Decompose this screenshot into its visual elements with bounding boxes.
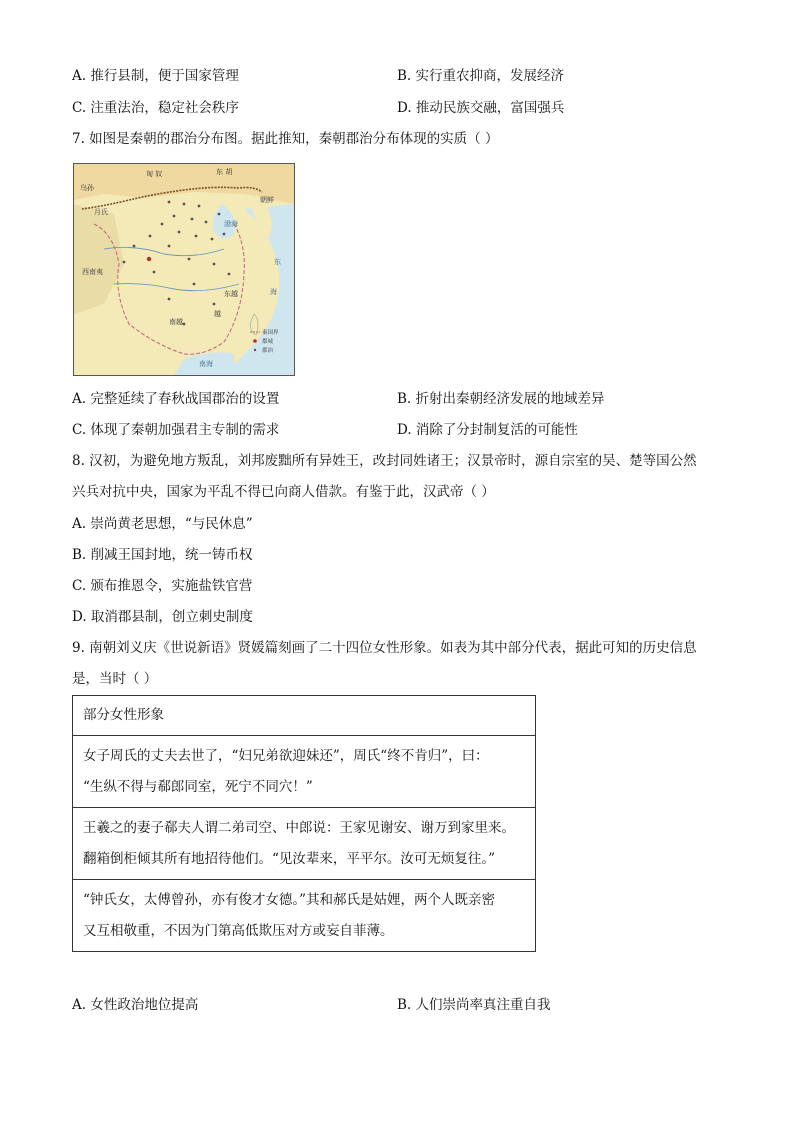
map-label-wusun: 乌孙 [80, 184, 94, 192]
q7-option-b: B. 折射出秦朝经济发展的地域差异 [397, 391, 605, 407]
legend-border: 秦国界 [262, 330, 279, 336]
q7-option-c: C. 体现了秦朝加强君主专制的需求 [72, 422, 280, 438]
q8-stem-line2: 兴兵对抗中央，国家为平乱不得已向商人借款。有鉴于此，汉武帝（ ） [72, 484, 495, 500]
q9-stem-line2: 是，当时（ ） [72, 671, 158, 687]
cell-line: “钟氏女，太傅曾孙，亦有俊才女德。”其和郝氏是姑娌，两个人既亲密 [83, 891, 496, 908]
map-label-nanhai: 南海 [199, 360, 213, 368]
table-row [73, 808, 536, 880]
table-row [73, 736, 536, 808]
q9-option-a: A. 女性政治地位提高 [72, 997, 199, 1013]
cell-line: 翻箱倒柜倾其所有地招待他们。“见汝辈来，平平尔。汝可无烦复往。” [83, 850, 496, 867]
q9-stem-line1: 9. 南朝刘义庆《世说新语》贤媛篇刻画了二十四位女性形象。如表为其中部分代表，据此可知的历史信息 [72, 640, 697, 656]
table-row [73, 880, 536, 952]
q6-option-c: C. 注重法治，稳定社会秩序 [72, 100, 239, 116]
map-label-minyue: 越 [214, 310, 221, 318]
legend-commandery: 郡治 [262, 348, 274, 354]
map-label-chaoxian: 朝鲜 [260, 196, 274, 204]
map-label-xinan: 西南夷 [82, 268, 103, 276]
map-label-donghu: 东 胡 [216, 168, 233, 176]
table-header-row [73, 696, 536, 736]
map-label-hai: 海 [270, 288, 277, 296]
cell-line: “生纵不得与郗郎同室，死宁不同穴！” [83, 778, 313, 795]
q8-option-c: C. 颁布推恩令，实施盐铁官营 [72, 578, 253, 594]
map-label-bohai: 渤海 [224, 220, 238, 228]
q6-option-b: B. 实行重农抑商，发展经济 [397, 68, 565, 84]
q9-option-b: B. 人们崇尚率真注重自我 [397, 997, 551, 1013]
map-graphic [74, 164, 294, 375]
map-label-yuezhi: 月氏 [94, 208, 108, 216]
q7-stem: 7. 如图是秦朝的郡治分布图。据此推知，秦朝郡治分布体现的实质（ ） [72, 131, 499, 147]
qin-commandery-map [73, 163, 295, 376]
female-images-table [72, 695, 536, 952]
cell-line: 又互相敬重，不因为门第高低欺压对方或妄自菲薄。 [83, 922, 394, 939]
map-label-dongyue: 东越 [224, 290, 238, 298]
q8-option-b: B. 削减王国封地，统一铸币权 [72, 547, 253, 563]
table-cell-xi [73, 808, 536, 880]
q6-option-a: A. 推行县制，便于国家管理 [72, 68, 239, 84]
table-cell-zhong [73, 880, 536, 952]
q8-option-d: D. 取消郡县制，创立刺史制度 [72, 609, 253, 625]
table-header-cell: 部分女性形象 [73, 696, 536, 736]
map-label-xiongnu: 匈 奴 [146, 170, 163, 178]
q7-option-a: A. 完整延续了春秋战国郡治的设置 [72, 391, 280, 407]
table-cell-zhou [73, 736, 536, 808]
map-label-nanyue: 南越 [169, 318, 183, 326]
cell-line: 王羲之的妻子郗夫人谓二弟司空、中郎说：王家见谢安、谢万到家里来。 [83, 819, 515, 836]
q6-option-d: D. 推动民族交融，富国强兵 [397, 100, 565, 116]
q8-option-a: A. 崇尚黄老思想，“与民休息” [72, 516, 253, 532]
legend-capital: 都城 [262, 339, 274, 345]
map-label-dong: 东 [274, 258, 281, 266]
cell-line: 女子周氏的丈夫去世了，“妇兄弟欲迎妹还”，周氏“终不肯归”，曰： [83, 747, 489, 764]
q7-option-d: D. 消除了分封制复活的可能性 [397, 422, 578, 438]
q8-stem-line1: 8. 汉初，为避免地方叛乱，刘邦废黜所有异姓王，改封同姓诸王；汉景帝时，源自宗室的吴、楚等国公然 [72, 453, 697, 469]
